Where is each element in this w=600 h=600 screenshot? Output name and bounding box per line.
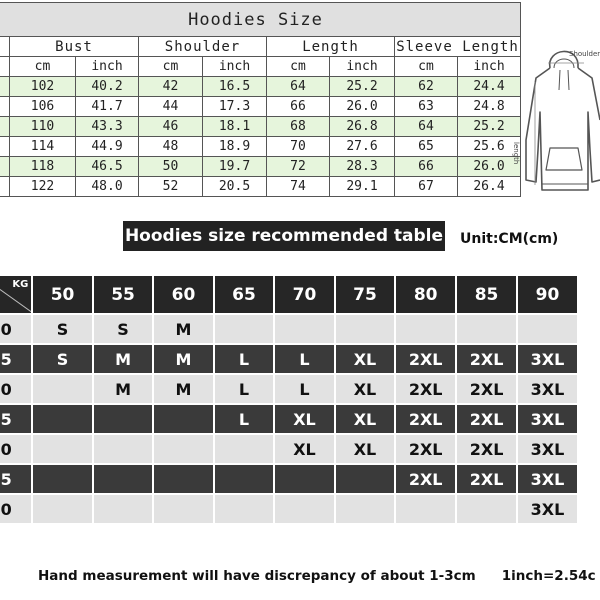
size-value-cell: 46.5 (76, 157, 139, 177)
recommended-size-cell: 2XL (457, 435, 516, 463)
header-bust: Bust (10, 37, 139, 57)
diagram-length-label: length (512, 142, 520, 165)
size-value-cell: 18.1 (203, 117, 267, 137)
recommended-size-cell: 2XL (396, 405, 455, 433)
kg-header-cell: 65 (215, 276, 273, 313)
recommendation-row (0, 345, 577, 373)
inch-conversion-note: 1inch=2.54c (501, 568, 596, 584)
recommended-size-cell: XL (336, 345, 394, 373)
recommended-table-banner: Hoodies size recommended table (123, 221, 445, 251)
recommended-size-cell (154, 435, 212, 463)
kg-header-cell: 80 (396, 276, 455, 313)
recommended-size-cell: XL (336, 435, 394, 463)
size-row (0, 137, 521, 157)
size-value-cell: 65 (395, 137, 458, 157)
recommended-size-cell (336, 465, 394, 493)
recommended-size-cell: XL (336, 405, 394, 433)
size-value-cell: 18.9 (203, 137, 267, 157)
size-value-cell: 46 (139, 117, 203, 137)
recommended-size-cell (215, 465, 273, 493)
recommended-size-cell (94, 405, 152, 433)
height-cell: 0 (0, 435, 31, 463)
recommended-size-cell: M (154, 315, 212, 343)
size-value-cell: 40.2 (76, 77, 139, 97)
footer-note (38, 568, 600, 584)
size-value-cell: 44.9 (76, 137, 139, 157)
recommended-size-cell (154, 405, 212, 433)
size-value-cell: 64 (395, 117, 458, 137)
size-value-cell: 72 (267, 157, 330, 177)
recommended-size-cell: L (215, 405, 273, 433)
recommended-size-cell (94, 435, 152, 463)
size-value-cell: 25.2 (330, 77, 395, 97)
size-value-cell: 70 (267, 137, 330, 157)
recommended-size-cell: XL (336, 375, 394, 403)
size-value-cell: 42 (139, 77, 203, 97)
height-cell: 5 (0, 345, 31, 373)
recommended-size-cell: XL (275, 435, 333, 463)
unit-cell: cm (139, 57, 203, 77)
kg-header-cell: 70 (275, 276, 333, 313)
recommendation-row (0, 405, 577, 433)
recommended-size-cell (33, 495, 91, 523)
size-value-cell: 66 (267, 97, 330, 117)
height-cell: 5 (0, 465, 31, 493)
unit-label: Unit:CM(cm) (460, 231, 559, 247)
size-value-cell: 44 (139, 97, 203, 117)
kg-label: KG (12, 279, 29, 290)
recommended-size-cell: M (94, 375, 152, 403)
unit-cell: inch (330, 57, 395, 77)
recommended-size-cell: 3XL (518, 345, 577, 373)
recommended-size-cell (275, 465, 333, 493)
recommended-size-cell: L (275, 375, 333, 403)
recommended-size-cell (275, 315, 333, 343)
size-row (0, 117, 521, 137)
unit-blank (0, 57, 10, 77)
recommended-size-cell: 2XL (457, 345, 516, 373)
size-value-cell: 26.4 (458, 177, 521, 197)
recommended-size-cell (457, 495, 516, 523)
recommended-size-cell: L (275, 345, 333, 373)
hoodie-diagram (512, 30, 600, 200)
size-value-cell: 110 (10, 117, 76, 137)
size-row-label (0, 137, 10, 157)
recommended-size-cell: 2XL (396, 465, 455, 493)
size-row (0, 97, 521, 117)
size-row-label (0, 157, 10, 177)
recommended-size-cell (33, 465, 91, 493)
recommended-size-cell (457, 315, 516, 343)
recommended-size-cell: M (154, 345, 212, 373)
size-value-cell: 20.5 (203, 177, 267, 197)
recommended-size-cell: L (215, 375, 273, 403)
size-value-cell: 67 (395, 177, 458, 197)
kg-corner-cell (0, 276, 31, 313)
size-value-cell: 27.6 (330, 137, 395, 157)
recommended-size-cell: 3XL (518, 495, 577, 523)
recommended-size-cell: S (94, 315, 152, 343)
recommended-size-cell (215, 495, 273, 523)
size-value-cell: 106 (10, 97, 76, 117)
recommended-size-cell (94, 495, 152, 523)
recommended-size-cell: S (33, 315, 91, 343)
size-value-cell: 26.0 (458, 157, 521, 177)
size-value-cell: 52 (139, 177, 203, 197)
header-sleeve-length: Sleeve Length (396, 38, 519, 55)
kg-header-cell: 60 (154, 276, 212, 313)
recommendation-row (0, 315, 577, 343)
diagram-shoulder-label: Shoulder (569, 50, 600, 58)
size-row-label (0, 177, 10, 197)
kg-header-cell: 85 (457, 276, 516, 313)
recommended-size-cell (154, 465, 212, 493)
discrepancy-note: Hand measurement will have discrepancy of about 1-3cm (38, 568, 476, 584)
recommended-size-cell (396, 315, 455, 343)
size-value-cell: 17.3 (203, 97, 267, 117)
recommended-size-cell (336, 495, 394, 523)
recommended-size-cell: 2XL (457, 465, 516, 493)
recommended-size-cell (336, 315, 394, 343)
recommendation-row (0, 495, 577, 523)
recommendation-row (0, 375, 577, 403)
recommended-size-cell: 3XL (518, 375, 577, 403)
recommended-size-cell: 2XL (457, 405, 516, 433)
size-value-cell: 118 (10, 157, 76, 177)
size-value-cell: 122 (10, 177, 76, 197)
recommended-size-cell: XL (275, 405, 333, 433)
height-cell: 0 (0, 495, 31, 523)
size-chart-table (0, 2, 521, 197)
size-value-cell: 25.6 (458, 137, 521, 157)
recommendation-row (0, 465, 577, 493)
size-value-cell: 102 (10, 77, 76, 97)
unit-cell: cm (267, 57, 330, 77)
recommended-size-cell (33, 405, 91, 433)
size-value-cell: 50 (139, 157, 203, 177)
unit-cell: inch (203, 57, 267, 77)
recommended-size-cell (215, 315, 273, 343)
size-value-cell: 63 (395, 97, 458, 117)
kg-header-cell: 90 (518, 276, 577, 313)
size-value-cell: 16.5 (203, 77, 267, 97)
recommended-size-cell (33, 375, 91, 403)
unit-cell: inch (76, 57, 139, 77)
size-value-cell: 48.0 (76, 177, 139, 197)
size-value-cell: 24.8 (458, 97, 521, 117)
size-header-cell (0, 37, 10, 57)
size-value-cell: 64 (267, 77, 330, 97)
size-value-cell: 68 (267, 117, 330, 137)
size-recommendation-grid (0, 274, 579, 525)
recommendation-row (0, 435, 577, 463)
size-value-cell: 114 (10, 137, 76, 157)
recommended-size-cell: 3XL (518, 465, 577, 493)
size-chart-title: Hoodies Size (0, 3, 521, 37)
recommended-size-cell (396, 495, 455, 523)
size-value-cell: 74 (267, 177, 330, 197)
recommended-size-cell: 2XL (396, 345, 455, 373)
size-value-cell: 29.1 (330, 177, 395, 197)
recommended-size-cell: 3XL (518, 405, 577, 433)
kg-header-cell: 50 (33, 276, 91, 313)
height-cell: 0 (0, 375, 31, 403)
header-length: Length (267, 37, 395, 57)
size-value-cell: 48 (139, 137, 203, 157)
size-value-cell: 41.7 (76, 97, 139, 117)
recommended-size-cell: M (94, 345, 152, 373)
kg-header-cell: 55 (94, 276, 152, 313)
size-value-cell: 19.7 (203, 157, 267, 177)
recommended-size-cell: S (33, 345, 91, 373)
size-value-cell: 25.2 (458, 117, 521, 137)
recommended-size-cell (215, 435, 273, 463)
size-value-cell: 62 (395, 77, 458, 97)
size-value-cell: 66 (395, 157, 458, 177)
size-row-label (0, 97, 10, 117)
recommended-size-cell (94, 465, 152, 493)
height-cell: 0 (0, 315, 31, 343)
size-value-cell: 43.3 (76, 117, 139, 137)
recommended-size-cell: 3XL (518, 435, 577, 463)
size-row (0, 177, 521, 197)
size-value-cell: 28.3 (330, 157, 395, 177)
recommended-size-cell: L (215, 345, 273, 373)
recommended-size-cell: 2XL (396, 375, 455, 403)
recommended-size-cell: M (154, 375, 212, 403)
size-value-cell: 26.8 (330, 117, 395, 137)
recommended-size-cell (154, 495, 212, 523)
unit-cell: inch (458, 57, 521, 77)
size-row (0, 157, 521, 177)
size-value-cell: 26.0 (330, 97, 395, 117)
height-cell: 5 (0, 405, 31, 433)
size-row-label (0, 77, 10, 97)
unit-cell: cm (395, 57, 458, 77)
size-value-cell: 24.4 (458, 77, 521, 97)
unit-cell: cm (10, 57, 76, 77)
recommended-size-cell: 2XL (396, 435, 455, 463)
recommended-size-cell (518, 315, 577, 343)
size-row-label (0, 117, 10, 137)
recommended-size-cell: 2XL (457, 375, 516, 403)
header-shoulder: Shoulder (139, 37, 267, 57)
kg-header-cell: 75 (336, 276, 394, 313)
recommended-size-cell (33, 435, 91, 463)
recommended-size-cell (275, 495, 333, 523)
size-row (0, 77, 521, 97)
